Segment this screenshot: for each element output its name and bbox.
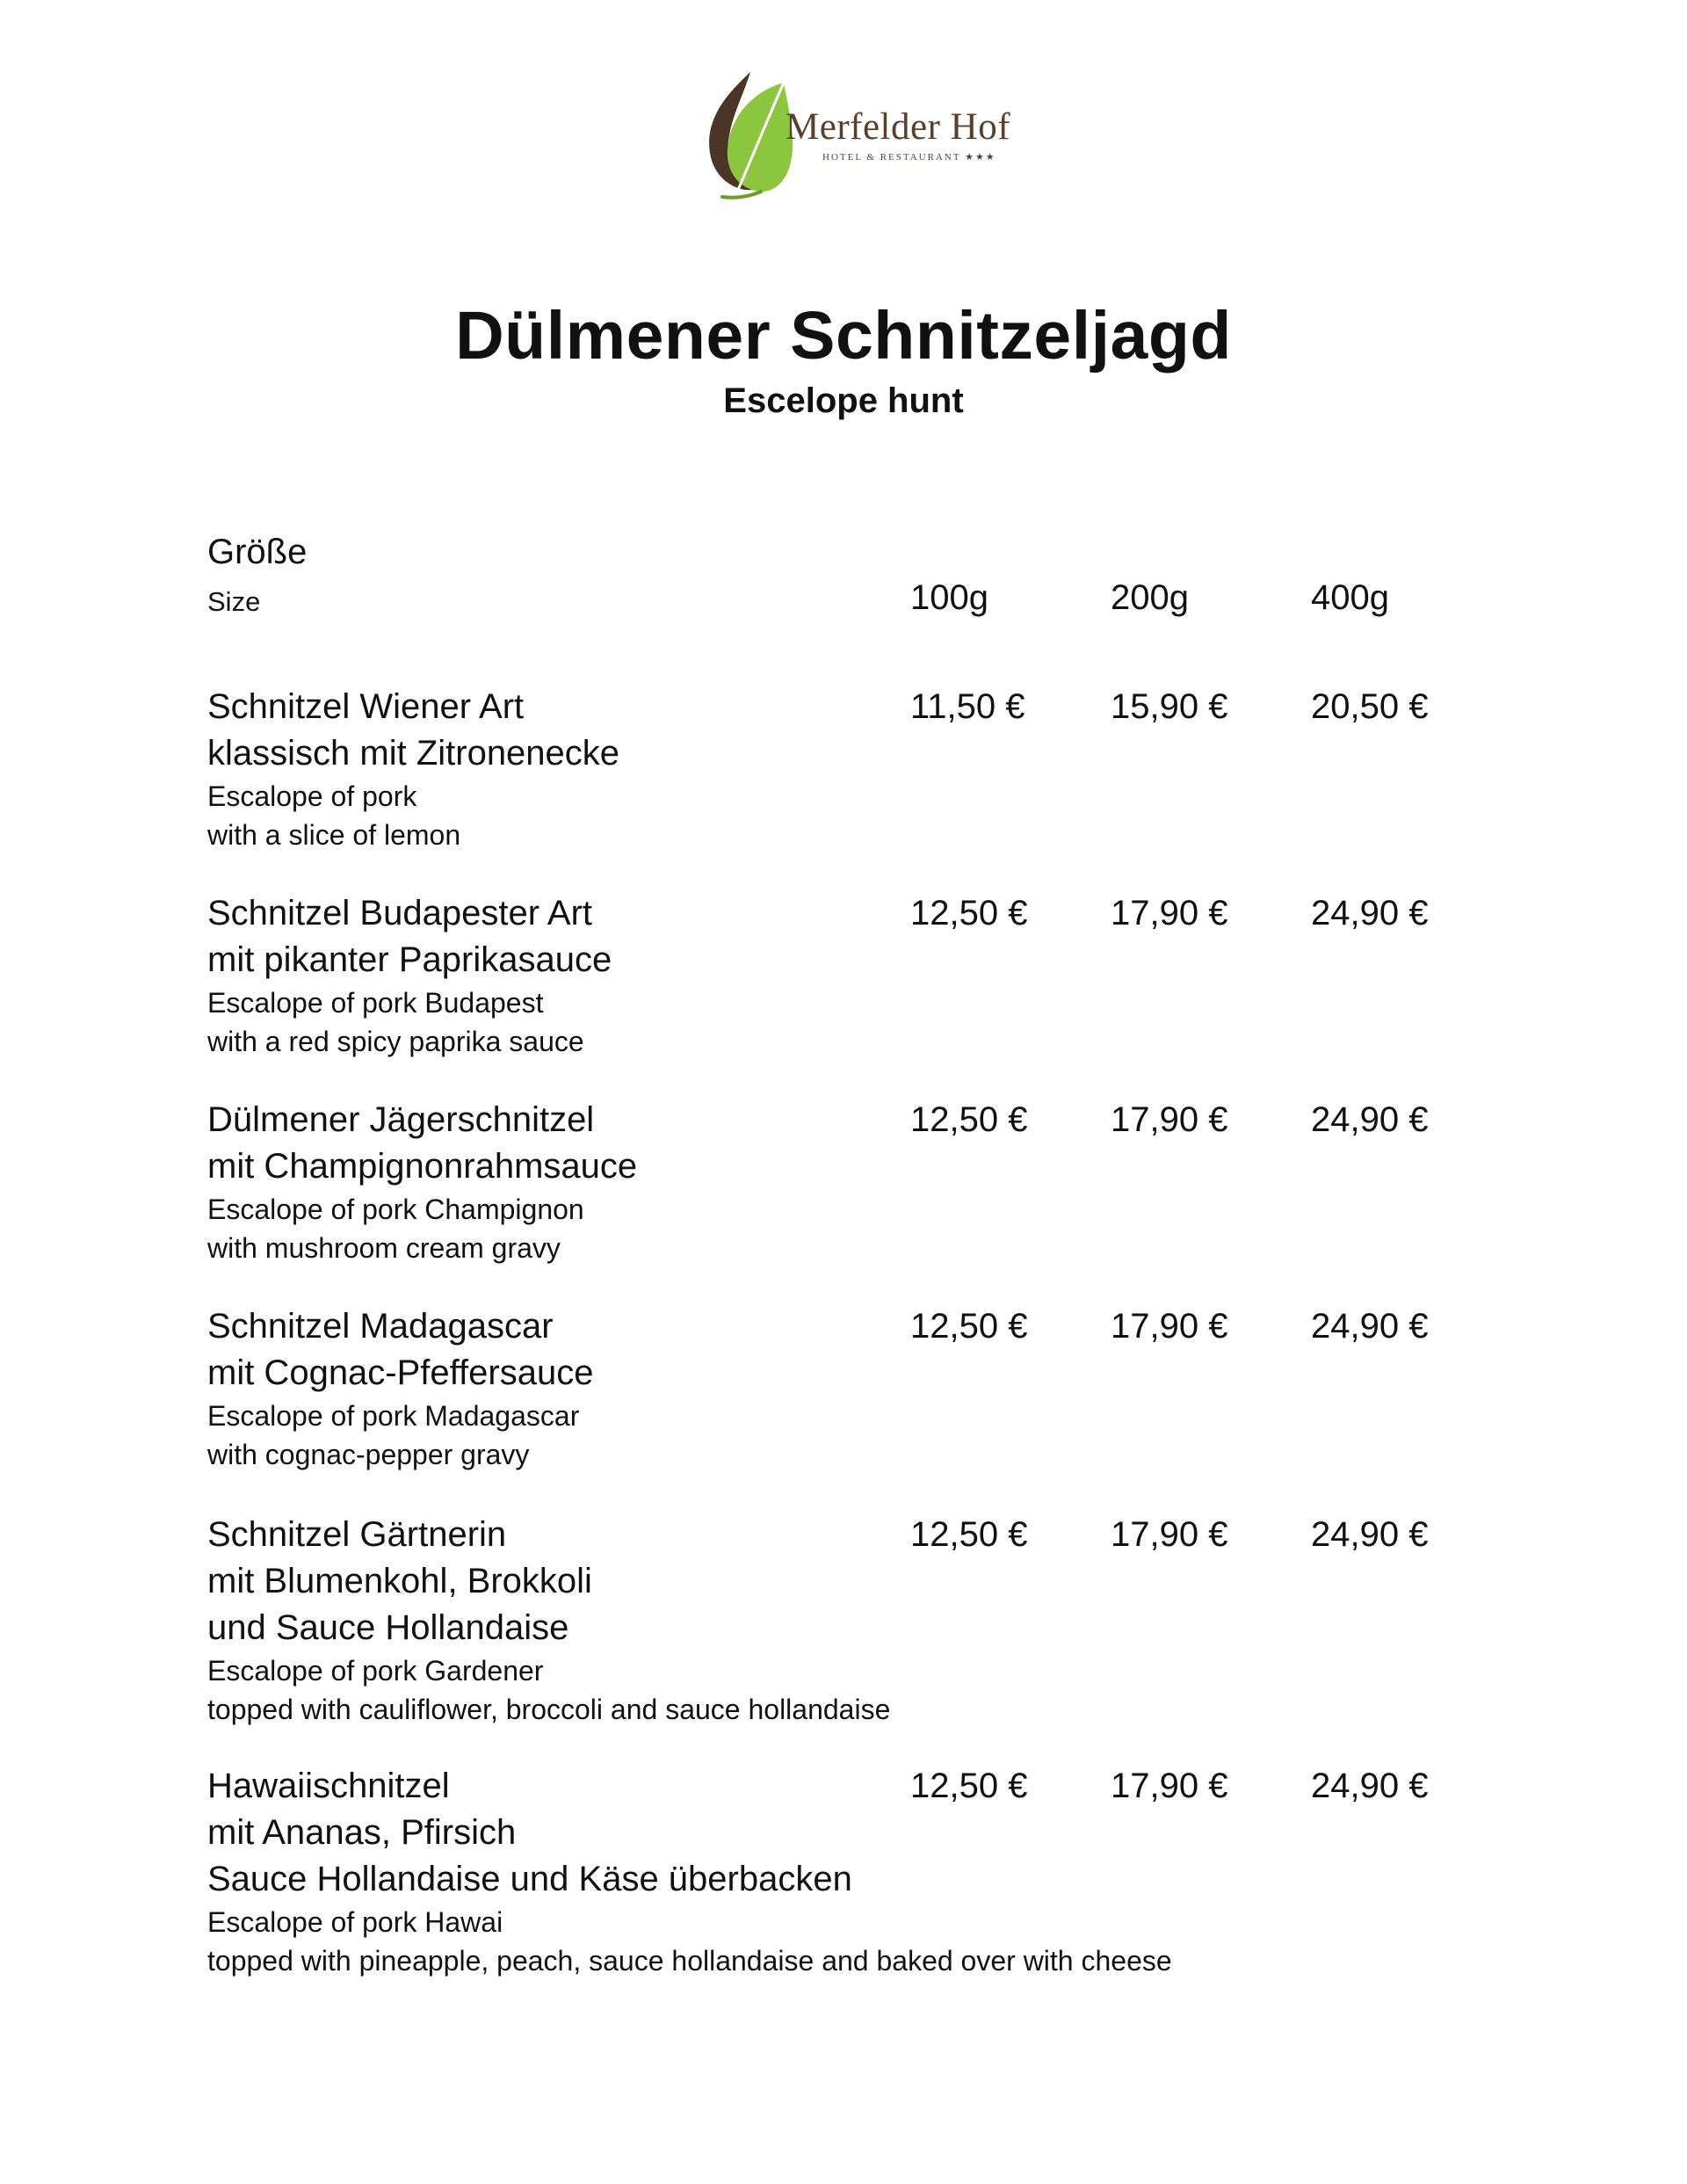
- item-desc-de: klassisch mit Zitronenecke: [207, 734, 620, 773]
- item-price-100g: 11,50 €: [910, 687, 1025, 726]
- item-price-100g: 12,50 €: [910, 1100, 1028, 1139]
- item-price-100g: 12,50 €: [910, 894, 1028, 932]
- item-desc-de: und Sauce Hollandaise: [207, 1608, 569, 1647]
- leaf-logo-icon: [699, 69, 796, 200]
- menu-item: [207, 1512, 1613, 1729]
- item-desc-en: with mushroom cream gravy: [207, 1232, 561, 1264]
- item-desc-de: mit Champignonrahmsauce: [207, 1147, 638, 1186]
- item-price-400g: 24,90 €: [1311, 1515, 1429, 1554]
- item-desc-de: mit Blumenkohl, Brokkoli: [207, 1562, 592, 1600]
- size-label-de: Größe: [207, 533, 308, 571]
- item-price-100g: 12,50 €: [910, 1515, 1028, 1554]
- size-col-200g: 200g: [1111, 578, 1189, 617]
- menu-item: [207, 1097, 1613, 1267]
- item-price-100g: 12,50 €: [910, 1767, 1028, 1805]
- size-label-en: Size: [207, 586, 261, 617]
- item-desc-de: Sauce Hollandaise und Käse überbacken: [207, 1860, 852, 1898]
- item-price-200g: 17,90 €: [1111, 1307, 1228, 1346]
- item-name: Schnitzel Wiener Art: [207, 687, 525, 726]
- item-desc-de: mit Cognac-Pfeffersauce: [207, 1353, 594, 1392]
- menu-item: [207, 890, 1613, 1061]
- menu-item: [207, 684, 1613, 854]
- item-desc-en: Escalope of pork Hawai: [207, 1906, 503, 1938]
- menu-item: [207, 1303, 1613, 1474]
- item-name: Schnitzel Madagascar: [207, 1307, 554, 1346]
- item-desc-de: mit pikanter Paprikasauce: [207, 940, 612, 979]
- item-price-200g: 15,90 €: [1111, 687, 1228, 726]
- size-col-400g: 400g: [1311, 578, 1389, 617]
- item-price-100g: 12,50 €: [910, 1307, 1028, 1346]
- item-price-200g: 17,90 €: [1111, 1767, 1228, 1805]
- page-title: Dülmener Schnitzeljagd: [455, 298, 1232, 374]
- item-desc-en: Escalope of pork Champignon: [207, 1194, 584, 1225]
- item-price-400g: 24,90 €: [1311, 894, 1429, 932]
- item-price-400g: 24,90 €: [1311, 1100, 1429, 1139]
- item-desc-en: with a red spicy paprika sauce: [207, 1026, 584, 1057]
- item-desc-en: topped with cauliflower, broccoli and sauce hollandaise: [207, 1694, 891, 1725]
- item-desc-en: with a slice of lemon: [207, 819, 461, 851]
- menu-item: [207, 1763, 1613, 1980]
- logo-name: Merfelder Hof: [786, 106, 1011, 148]
- item-price-400g: 24,90 €: [1311, 1307, 1429, 1346]
- item-price-200g: 17,90 €: [1111, 894, 1228, 932]
- item-desc-de: mit Ananas, Pfirsich: [207, 1813, 517, 1852]
- item-price-200g: 17,90 €: [1111, 1100, 1228, 1139]
- page-subtitle: Escelope hunt: [723, 381, 964, 420]
- logo-tagline: HOTEL & RESTAURANT ★★★: [822, 152, 996, 163]
- item-name: Dülmener Jägerschnitzel: [207, 1100, 595, 1139]
- item-name: Hawaiischnitzel: [207, 1767, 450, 1805]
- item-name: Schnitzel Budapester Art: [207, 894, 593, 932]
- item-desc-en: with cognac-pepper gravy: [207, 1439, 530, 1470]
- item-desc-en: Escalope of pork Madagascar: [207, 1400, 580, 1432]
- item-price-200g: 17,90 €: [1111, 1515, 1228, 1554]
- item-price-400g: 24,90 €: [1311, 1767, 1429, 1805]
- size-col-100g: 100g: [910, 578, 988, 617]
- logo: [699, 69, 1016, 200]
- item-desc-en: Escalope of pork: [207, 780, 417, 812]
- item-price-400g: 20,50 €: [1311, 687, 1429, 726]
- item-desc-en: topped with pineapple, peach, sauce hollandaise and baked over with cheese: [207, 1945, 1172, 1977]
- item-name: Schnitzel Gärtnerin: [207, 1515, 507, 1554]
- item-desc-en: Escalope of pork Gardener: [207, 1655, 544, 1687]
- item-desc-en: Escalope of pork Budapest: [207, 987, 544, 1019]
